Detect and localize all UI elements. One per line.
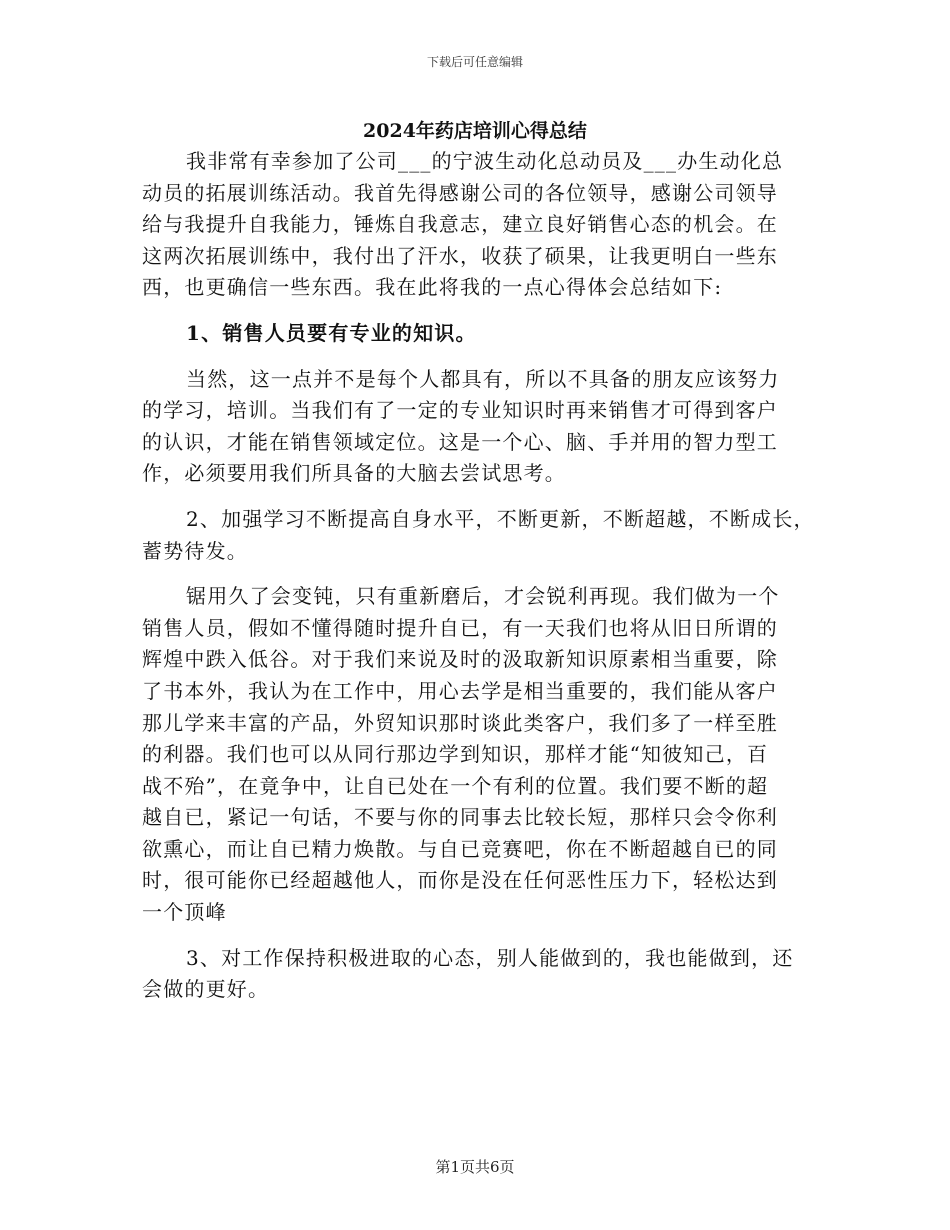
paragraph-line: 会做的更好。: [142, 977, 270, 1002]
section-heading-1: 1、销售人员要有专业的知识。: [186, 320, 477, 345]
paragraph-line: 了书本外，我认为在工作中，用心去学是相当重要的，我们能从客户: [142, 678, 778, 703]
paragraph-line: 的认识，才能在销售领域定位。这是一个心、脑、手并用的智力型工: [142, 429, 778, 454]
paragraph-line: 锯用久了会变钝，只有重新磨后，才会锐利再现。我们做为一个: [186, 584, 780, 609]
page-header-note: 下载后可任意编辑: [426, 55, 523, 69]
paragraph-gap: [142, 567, 818, 581]
paragraph-gap: [142, 304, 818, 318]
paragraph-line: 当然，这一点并不是每个人都具有，所以不具备的朋友应该努力: [186, 366, 780, 391]
paragraph-line: 给与我提升自我能力，锤炼自我意志，建立良好销售心态的机会。在: [142, 212, 778, 237]
section-heading-3: 3、对工作保持积极进取的心态，别人能做到的，我也能做到，还: [186, 945, 794, 970]
page-number: 第1页共6页: [435, 1158, 515, 1176]
paragraph-line: 辉煌中跌入低谷。对于我们来说及时的汲取新知识原素相当重要，除: [142, 647, 778, 672]
paragraph-line: 的学习，培训。当我们有了一定的专业知识时再来销售才可得到客户: [142, 398, 778, 423]
paragraph-line: 这两次拓展训练中，我付出了汗水，收获了硕果，让我更明白一些东: [142, 243, 778, 268]
paragraph-line: 西，也更确信一些东西。我在此将我的一点心得体会总结如下:: [142, 275, 723, 300]
paragraph-gap: [142, 490, 818, 504]
document-title: 2024年药店培训心得总结: [363, 120, 587, 142]
section-heading-2: 2、加强学习不断提高自身水平，不断更新，不断超越，不断成长，: [186, 506, 815, 531]
paragraph-gap: [142, 929, 818, 943]
paragraph-line: 一个顶峰: [142, 900, 227, 925]
paragraph-line: 越自已，紧记一句话，不要与你的同事去比较长短，那样只会令你利: [142, 805, 778, 830]
paragraph-line: 战不殆”，在竟争中，让自已处在一个有利的位置。我们要不断的超: [142, 773, 769, 798]
paragraph-line: 我非常有幸参加了公司___的宁波生动化总动员及___办生动化总: [186, 149, 784, 173]
paragraph-line: 销售人员，假如不懂得随时提升自已，有一天我们也将从旧日所谓的: [142, 615, 778, 640]
paragraph-line: 欲熏心，而让自已精力焕散。与自已竞赛吧，你在不断超越自已的同: [142, 836, 778, 861]
paragraph-line: 动员的拓展训练活动。我首先得感谢公司的各位领导，感谢公司领导: [142, 180, 778, 205]
paragraph-line: 的利器。我们也可以从同行那边学到知识，那样才能“知彼知己，百: [142, 742, 769, 767]
paragraph-line: 作，必须要用我们所具备的大脑去尝试思考。: [142, 461, 566, 486]
document-body: [142, 146, 818, 1006]
paragraph-gap: [142, 350, 818, 364]
paragraph-line: 蓄势待发。: [142, 538, 248, 563]
paragraph-line: 那儿学来丰富的产品，外贸知识那时谈此类客户，我们多了一样至胜: [142, 710, 778, 735]
paragraph-line: 时，很可能你已经超越他人，而你是没在任何恶性压力下，轻松达到: [142, 868, 778, 893]
